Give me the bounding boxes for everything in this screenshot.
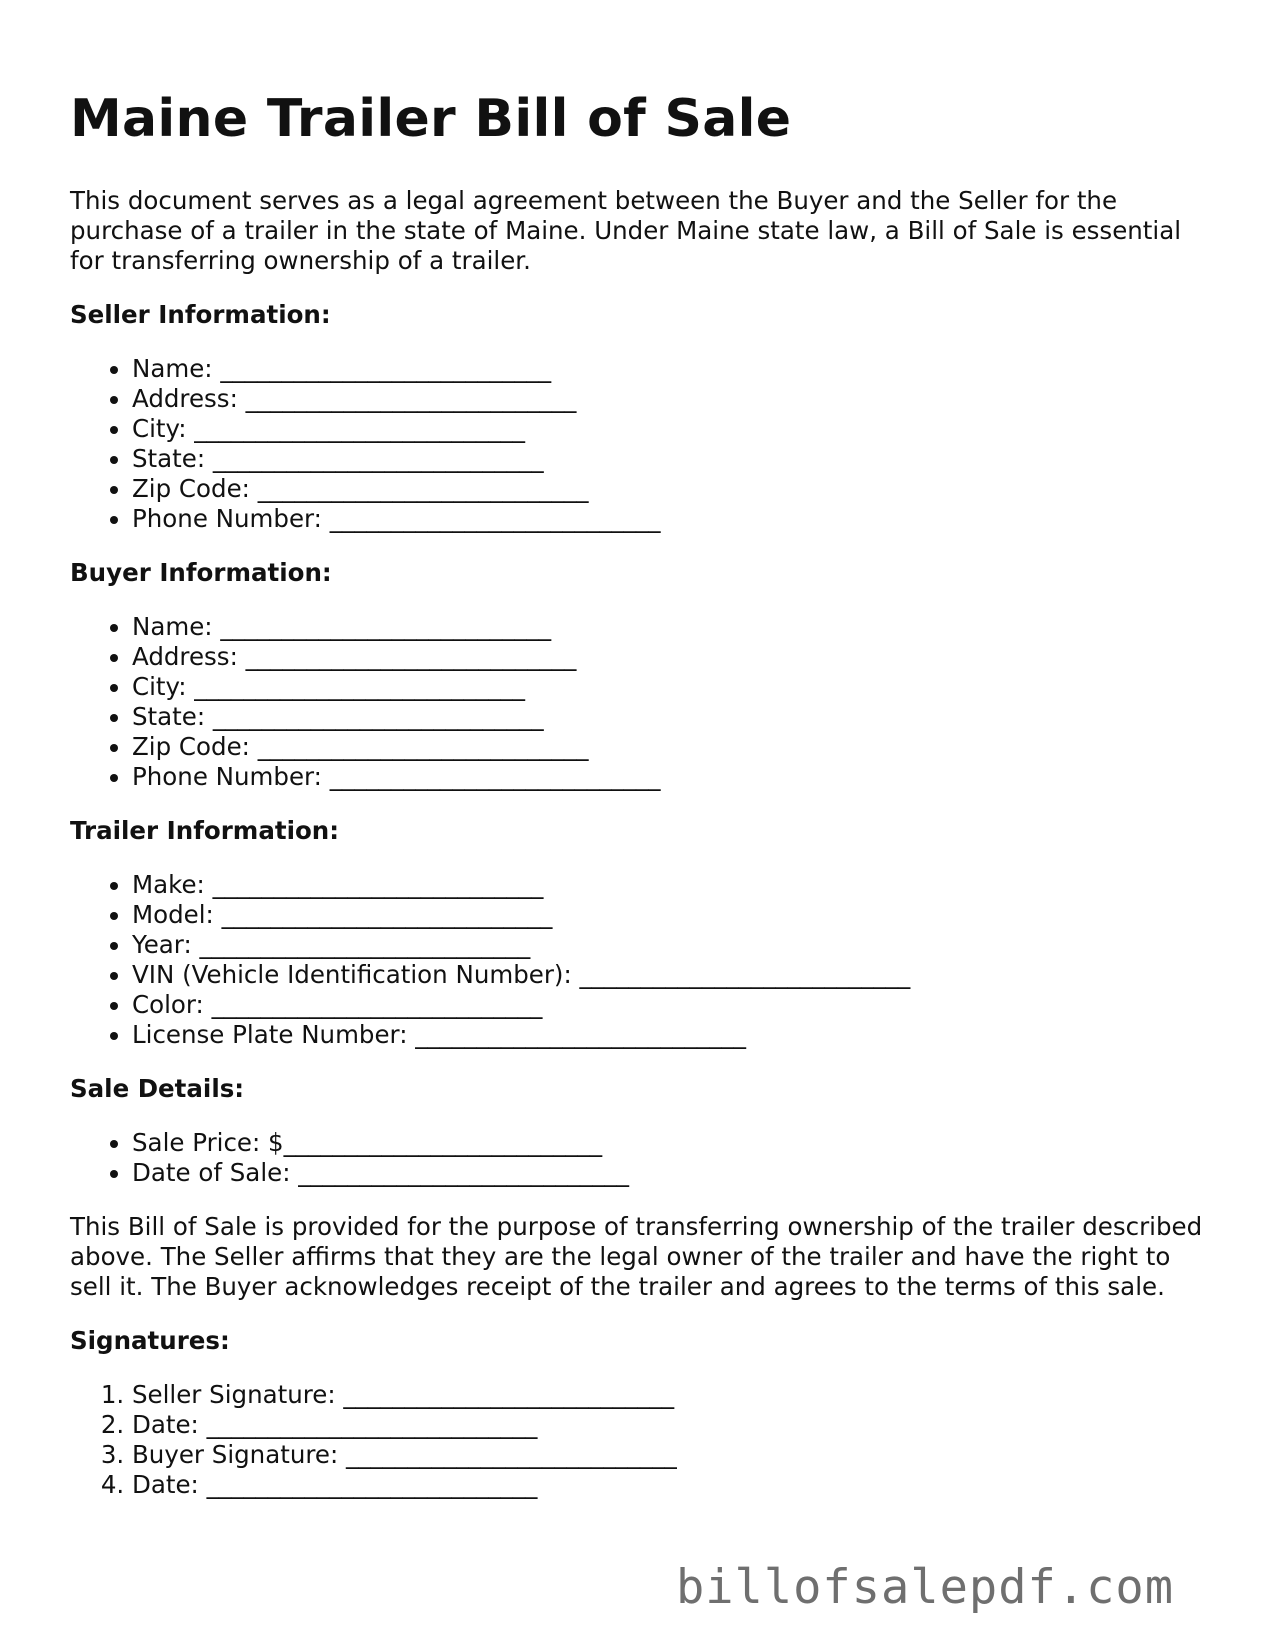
buyer-name-field: • Name: ___________________________ bbox=[132, 612, 1210, 642]
seller-field-list bbox=[70, 354, 1210, 534]
buyer-zip-field: • Zip Code: ___________________________ bbox=[132, 732, 1210, 762]
buyer-phone-field: • Phone Number: ___________________________ bbox=[132, 762, 1210, 792]
trailer-year-field: • Year: ___________________________ bbox=[132, 930, 1210, 960]
sale-section-heading: Sale Details: bbox=[70, 1074, 245, 1103]
seller-state-field: • State: ___________________________ bbox=[132, 444, 1210, 474]
closing-paragraph: This Bill of Sale is provided for the purpose of transferring ownership of the trailer described above. The Seller affirms that they are the legal owner of the trailer and have the right to sell it. The Buyer acknowledges receipt of the trailer and agrees to the terms of this sale. bbox=[70, 1212, 1203, 1301]
buyer-field-list bbox=[70, 612, 1210, 792]
sale-price-field: • Sale Price: $__________________________ bbox=[132, 1128, 1210, 1158]
signatures-field-list bbox=[70, 1380, 1210, 1500]
trailer-field-list bbox=[70, 870, 1210, 1050]
seller-signature-date-field: 2. Date: ___________________________ bbox=[132, 1410, 1210, 1440]
trailer-vin-field: • VIN (Vehicle Identification Number): ___________________________ bbox=[132, 960, 1210, 990]
seller-city-field: • City: ___________________________ bbox=[132, 414, 1210, 444]
sale-field-list bbox=[70, 1128, 1210, 1188]
document-title: Maine Trailer Bill of Sale bbox=[70, 89, 792, 149]
seller-address-field: • Address: ___________________________ bbox=[132, 384, 1210, 414]
seller-phone-field: • Phone Number: ___________________________ bbox=[132, 504, 1210, 534]
trailer-color-field: • Color: ___________________________ bbox=[132, 990, 1210, 1020]
buyer-signature-date-field: 4. Date: ___________________________ bbox=[132, 1470, 1210, 1500]
buyer-signature-field: 3. Buyer Signature: ___________________________ bbox=[132, 1440, 1210, 1470]
watermark-text: billofsalepdf.com bbox=[675, 1560, 1174, 1615]
document-page bbox=[70, 88, 1210, 1524]
trailer-section-heading: Trailer Information: bbox=[70, 816, 340, 845]
seller-signature-field: 1. Seller Signature: ___________________________ bbox=[132, 1380, 1210, 1410]
signatures-section-heading: Signatures: bbox=[70, 1326, 230, 1355]
trailer-plate-field: • License Plate Number: ___________________________ bbox=[132, 1020, 1210, 1050]
trailer-make-field: • Make: ___________________________ bbox=[132, 870, 1210, 900]
buyer-address-field: • Address: ___________________________ bbox=[132, 642, 1210, 672]
seller-name-field: • Name: ___________________________ bbox=[132, 354, 1210, 384]
buyer-city-field: • City: ___________________________ bbox=[132, 672, 1210, 702]
trailer-model-field: • Model: ___________________________ bbox=[132, 900, 1210, 930]
seller-section-heading: Seller Information: bbox=[70, 300, 331, 329]
buyer-section-heading: Buyer Information: bbox=[70, 558, 332, 587]
seller-zip-field: • Zip Code: ___________________________ bbox=[132, 474, 1210, 504]
intro-paragraph: This document serves as a legal agreement between the Buyer and the Seller for the purchase of a trailer in the state of Maine. Under Maine state law, a Bill of Sale is essential for transferring ownership of a trailer. bbox=[70, 186, 1182, 275]
sale-date-field: • Date of Sale: ___________________________ bbox=[132, 1158, 1210, 1188]
buyer-state-field: • State: ___________________________ bbox=[132, 702, 1210, 732]
